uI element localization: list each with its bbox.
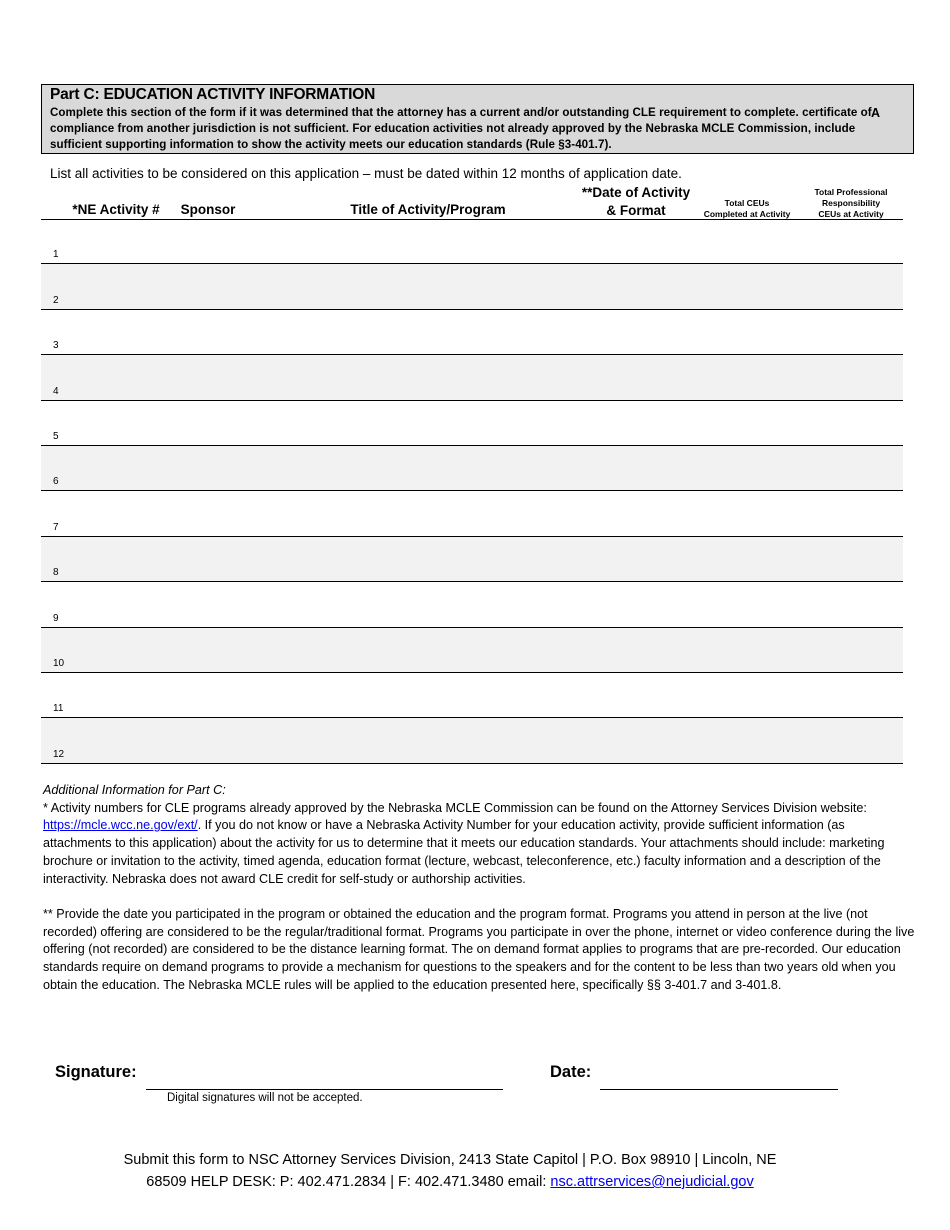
- table-row[interactable]: [41, 355, 903, 400]
- table-row[interactable]: [41, 537, 903, 582]
- table-row[interactable]: [41, 219, 903, 264]
- signature-label: Signature:: [55, 1063, 137, 1081]
- table-row[interactable]: [41, 628, 903, 673]
- note-date-format: ** Provide the date you participated in the program or obtained the education and the program format. Programs you attend in person at the live (not recorded) offering are considered to be the regular/traditional format. Programs you participate in over the phone, internet or video conference during the live offering (not recorded) are considered to be the distance learning format. The on demand format applies to programs that are pre-recorded. Our education standards require on demand programs to provide a mechanism for questions to the speakers and for the content to be less than two years old when you obtain the education. The Nebraska MCLE rules will be applied to the education presented here, specifically §§ 3-401.7 and 3-401.8.: [43, 906, 915, 992]
- col-header-date-line1: **Date of Activity: [581, 185, 691, 200]
- col-header-ceus-line1: Total CEUs: [724, 198, 770, 208]
- row-number: 11: [53, 703, 64, 715]
- col-header-sponsor: Sponsor: [180, 202, 236, 217]
- table-row[interactable]: [41, 446, 903, 491]
- row-number: 5: [53, 430, 59, 442]
- col-header-date-format: [568, 184, 704, 220]
- signature-field[interactable]: [146, 1089, 503, 1090]
- row-number: 10: [53, 657, 65, 669]
- date-field[interactable]: [600, 1089, 838, 1090]
- list-instruction: List all activities to be considered on this application – must be dated within 12 months of application date.: [50, 166, 682, 181]
- email-link[interactable]: nsc.attrservices@nejudicial.gov: [550, 1174, 754, 1190]
- col-header-title: Title of Activity/Program: [350, 202, 506, 217]
- row-number: 12: [53, 748, 65, 760]
- part-c-title: Part C: EDUCATION ACTIVITY INFORMATION: [50, 86, 376, 103]
- row-number: 4: [53, 385, 59, 397]
- table-row[interactable]: [41, 401, 903, 446]
- row-number: 8: [53, 567, 59, 579]
- table-row[interactable]: [41, 582, 903, 627]
- additional-information: [43, 782, 915, 994]
- mcle-website-link[interactable]: https://mcle.wcc.ne.gov/ext/: [43, 818, 198, 833]
- part-c-trailing-letter: A: [871, 106, 881, 120]
- table-row[interactable]: [41, 264, 903, 309]
- col-header-ceus-line2: Completed at Activity: [703, 209, 791, 219]
- row-number: 2: [53, 294, 59, 306]
- additional-heading: Additional Information for Part C:: [43, 783, 226, 797]
- col-header-ne-activity: *NE Activity #: [72, 202, 160, 217]
- row-number: 3: [53, 340, 59, 352]
- paragraph-gap: [43, 888, 915, 906]
- row-number: 9: [53, 612, 59, 624]
- footer-line1: Submit this form to NSC Attorney Services Division, 2413 State Capitol | P.O. Box 98910 | Lincoln, NE: [123, 1152, 777, 1168]
- note1-rest: . If you do not know or have a Nebraska Activity Number for your education activity, provide sufficient information (as attachments to this application) about the activity for us to determine that it meets our education standards. Your attachments should include: marketing brochure or invitation to the activity, timed agenda, education format (lecture, webcast, teleconference, etc.) faculty information and a description of the interactivity. Nebraska does not award CLE credit for self-study or authorship activities.: [43, 818, 885, 886]
- col-header-prof-line3: CEUs at Activity: [818, 209, 884, 219]
- col-header-prof-line1: Total Professional: [814, 187, 888, 197]
- row-number: 6: [53, 476, 59, 488]
- signature-note: Digital signatures will not be accepted.: [167, 1092, 363, 1104]
- table-row[interactable]: [41, 718, 903, 763]
- part-c-description: Complete this section of the form if it was determined that the attorney has a current and/or outstanding CLE requirement to complete. certificate of compliance from another jurisdiction is not sufficient. For education activities not already approved by the Nebraska MCLE Commission, include sufficient supporting information to show the activity meets our education standards (Rule §3-401.7).: [50, 106, 872, 151]
- col-header-date-line2: & Format: [606, 203, 666, 218]
- col-header-prof-responsibility: [804, 187, 898, 220]
- note1-intro: * Activity numbers for CLE programs already approved by the Nebraska MCLE Commission can be found on the Attorney Services Division website:: [43, 800, 867, 815]
- note-activity-numbers: [43, 800, 915, 889]
- table-row[interactable]: [41, 310, 903, 355]
- footer-contact: [100, 1149, 800, 1193]
- footer-line2: [100, 1171, 800, 1193]
- table-row[interactable]: [41, 491, 903, 536]
- col-header-total-ceus: [700, 198, 794, 220]
- col-header-prof-line2: Responsibility: [821, 198, 881, 208]
- date-label: Date:: [550, 1063, 592, 1081]
- row-number: 7: [53, 521, 59, 533]
- footer-helpdesk: 68509 HELP DESK: P: 402.471.2834 | F: 402.471.3480 email:: [146, 1174, 551, 1190]
- table-row[interactable]: [41, 673, 903, 718]
- row-number: 1: [53, 249, 59, 261]
- activity-table: [41, 219, 903, 764]
